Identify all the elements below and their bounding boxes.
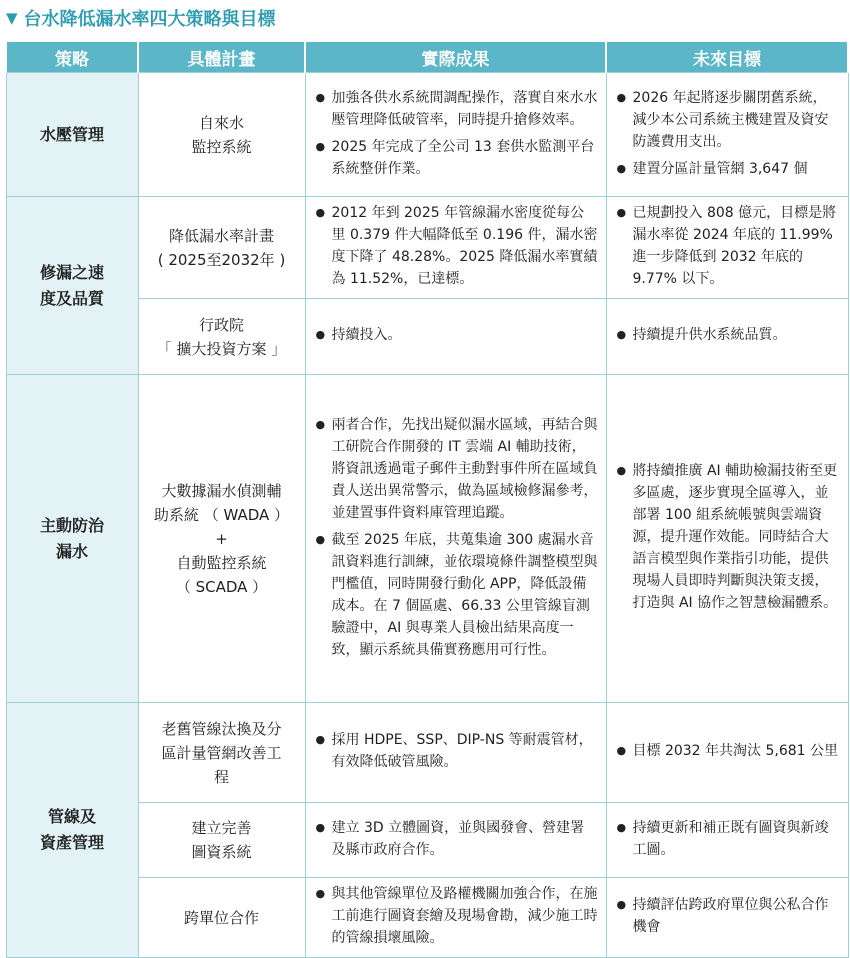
section-title [6,4,276,32]
list-item: ● 2012 年到 2025 年管線漏水密度從每公里 0.379 件大幅降低至 0.196 件，漏水密度下降了 48.28%。2025 降低漏水率實績為 11.52%，已達標。 [316,202,598,290]
list-item: ● 將持續推廣 AI 輔助檢漏技術至更多區處，逐步實現全區導入，並部署 100 組系統帳號與雲端資源，提升運作效能。同時結合大語言模型與作業指引功能，提供現場人員即時判斷與決策支援，打造與 AI 協作之智慧檢漏體系。 [617,460,840,614]
list-item: ● 2025 年完成了全公司 13 套供水監測平台系統整併作業。 [316,136,598,180]
list-item: ● 兩者合作，先找出疑似漏水區域，再結合與工研院合作開發的 IT 雲端 AI 輔助技術，將資訊透過電子郵件主動對事件所在區域負責人送出異常警示，做為區域檢修漏參考，並建置事件資料庫管理追蹤。 [316,414,598,524]
results-cell [305,703,606,803]
goals-cell [606,375,848,703]
list-item: ● 加強各供水系統間調配操作，落實自來水水壓管理降低破管率，同時提升搶修效率。 [316,87,598,131]
goals-cell [606,878,848,958]
strategy-cell: 修漏之速 度及品質 [6,197,138,375]
plan-cell: 大數據漏水偵測輔 助系統 （ WADA ） + 自動監控系統 （ SCADA ） [138,375,305,703]
table-row [6,375,848,703]
strategy-cell: 主動防治 漏水 [6,375,138,703]
goals-cell [606,197,848,299]
header-goals: 未來目標 [606,42,848,73]
results-cell [305,803,606,878]
plan-cell: 行政院 「 擴大投資方案 」 [138,299,305,375]
table-row [6,703,848,803]
plan-cell: 跨單位合作 [138,878,305,958]
table-row [6,197,848,299]
plan-cell: 建立完善 圖資系統 [138,803,305,878]
list-item: ● 採用 HDPE、SSP、DIP-NS 等耐震管材，有效降低破管風險。 [316,729,598,773]
goals-cell [606,73,848,197]
list-item: ● 持續更新和補正既有圖資與新竣工圖。 [617,817,840,861]
list-item: ● 目標 2032 年共淘汰 5,681 公里 [617,740,840,762]
list-item: ● 持續提升供水系統品質。 [617,324,840,346]
plan-cell: 老舊管線汰換及分 區計量管網改善工 程 [138,703,305,803]
strategy-table [5,42,849,958]
table-header-row [6,42,848,73]
section-title-text: 台水降低漏水率四大策略與目標 [23,9,276,30]
header-strategy: 策略 [6,42,138,73]
plan-cell: 自來水 監控系統 [138,73,305,197]
list-item: ● 與其他管線單位及路權機關加強合作，在施工前進行圖資套繪及現場會勘，減少施工時的管線損壞風險。 [316,883,598,949]
triangle-down-icon: ▼ [6,9,18,27]
header-plan: 具體計畫 [138,42,305,73]
list-item: ● 2026 年起將逐步關閉舊系統，減少本公司系統主機建置及資安防護費用支出。 [617,87,840,153]
strategy-cell: 管線及 資產管理 [6,703,138,958]
list-item: ● 持續評估跨政府單位與公私合作機會 [617,894,840,938]
list-item: ● 截至 2025 年底，共蒐集逾 300 處漏水音訊資料進行訓練，並依環境條件調整模型與門檻值，同時開發行動化 APP，降低設備成本。在 7 個區處、66.33 公里管線盲測驗證中，AI 與專業人員檢出結果高度一致，顯示系統具備實務應用可行性。 [316,529,598,661]
strategy-cell: 水壓管理 [6,73,138,197]
table-row [6,73,848,197]
goals-cell [606,703,848,803]
results-cell [305,375,606,703]
list-item: ● 已規劃投入 808 億元，目標是將漏水率從 2024 年底的 11.99% 進一步降低到 2032 年底的 9.77% 以下。 [617,202,840,290]
list-item: ● 建立 3D 立體圖資，並與國發會、營建署及縣市政府合作。 [316,817,598,861]
results-cell [305,197,606,299]
results-cell [305,73,606,197]
results-cell [305,299,606,375]
plan-cell: 降低漏水率計畫 ( 2025至2032年 ) [138,197,305,299]
list-item: ● 持續投入。 [316,324,598,346]
results-cell [305,878,606,958]
header-results: 實際成果 [305,42,606,73]
goals-cell [606,803,848,878]
goals-cell [606,299,848,375]
list-item: ● 建置分區計量管網 3,647 個 [617,158,840,180]
